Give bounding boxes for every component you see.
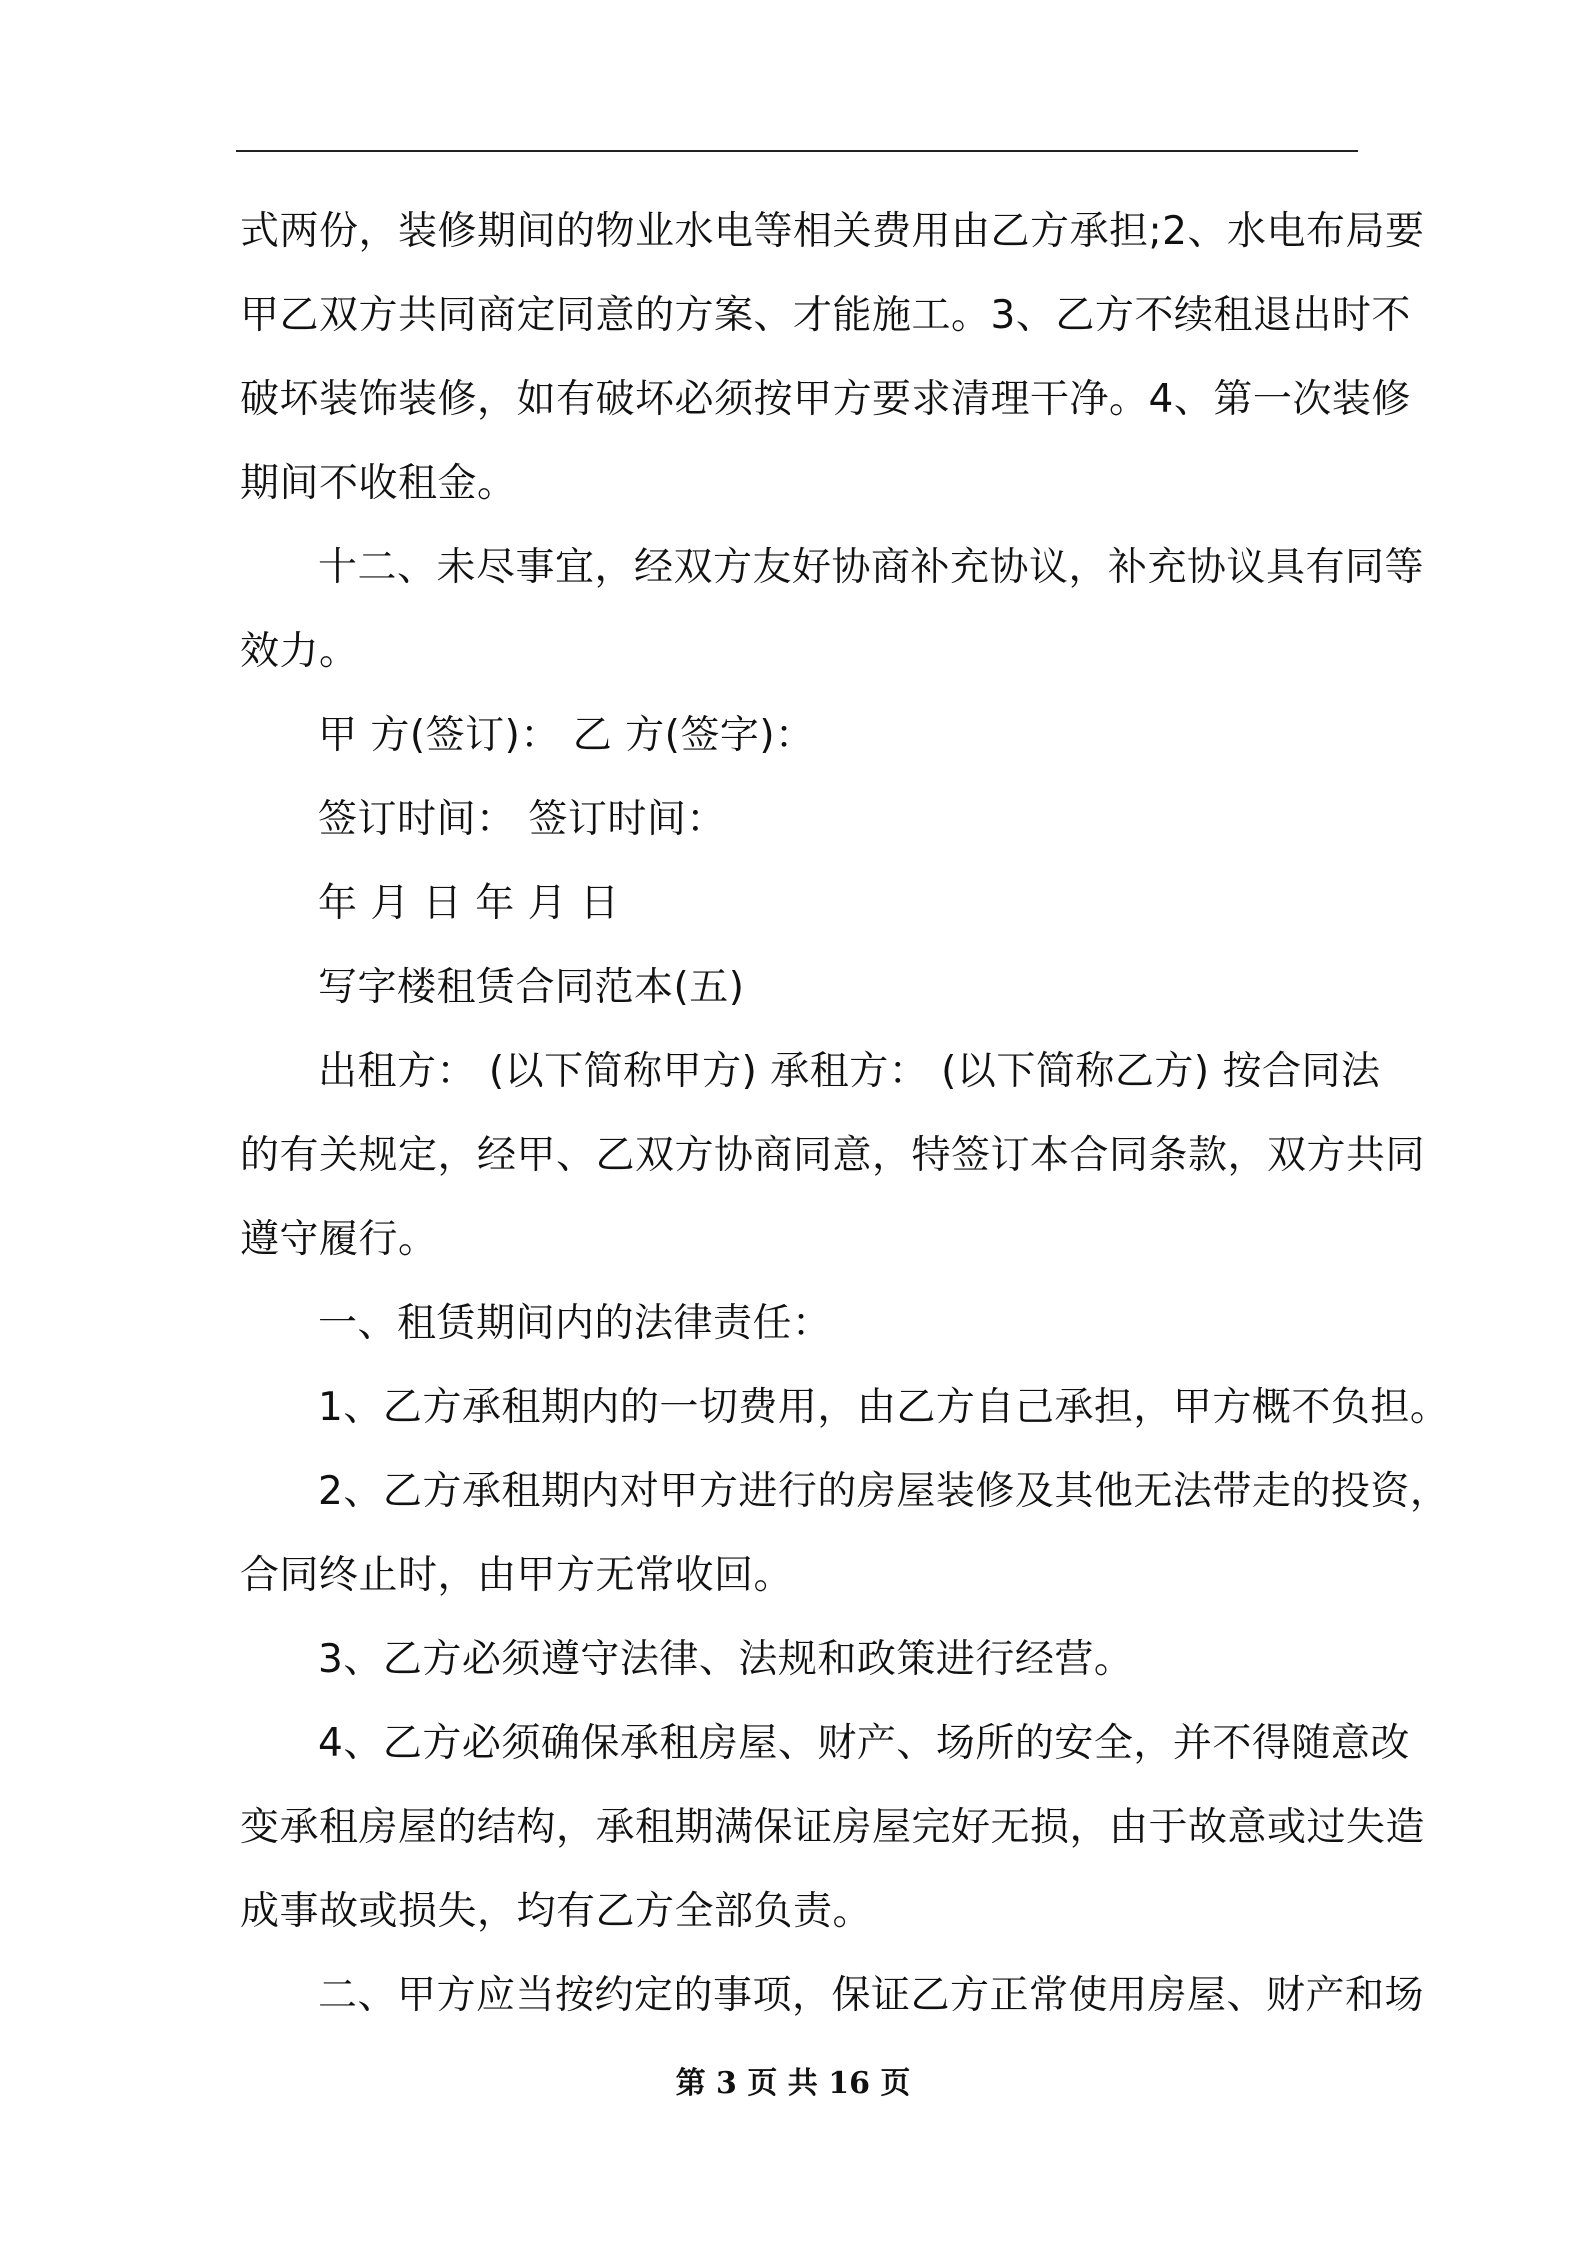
clause-heading: 二、甲方应当按约定的事项，保证乙方正常使用房屋、财产和场 xyxy=(318,1973,1425,2018)
text-line: 式两份，装修期间的物业水电等相关费用由乙方承担;2、水电布局要 xyxy=(240,209,1425,254)
signature-dates: 签订时间： 签订时间： xyxy=(318,797,726,842)
clause-item: 1、乙方承租期内的一切费用，由乙方自己承担，甲方概不负担。 xyxy=(318,1385,1450,1430)
text-line: 期间不收租金。 xyxy=(240,461,517,506)
text-line: 合同终止时，由甲方无常收回。 xyxy=(240,1553,794,1598)
section-title: 写字楼租赁合同范本(五) xyxy=(318,965,745,1010)
text-line: 的有关规定，经甲、乙双方协商同意，特签订本合同条款，双方共同 xyxy=(240,1133,1426,1178)
clause-item: 3、乙方必须遵守法律、法规和政策进行经营。 xyxy=(318,1637,1134,1682)
text-line: 遵守履行。 xyxy=(240,1217,438,1262)
signature-parties: 甲 方(签订)： 乙 方(签字)： xyxy=(318,713,815,758)
text-line: 成事故或损失，均有乙方全部负责。 xyxy=(240,1889,873,1934)
clause-item: 2、乙方承租期内对甲方进行的房屋装修及其他无法带走的投资， xyxy=(318,1469,1450,1514)
text-line: 效力。 xyxy=(240,629,359,674)
parties-line: 出租方： (以下简称甲方) 承租方： (以下简称乙方) 按合同法 xyxy=(318,1049,1381,1094)
clause-item: 4、乙方必须确保承租房屋、财产、场所的安全，并不得随意改 xyxy=(318,1721,1410,1766)
header-rule xyxy=(236,150,1358,152)
contract-body xyxy=(240,190,1450,2038)
text-line: 甲乙双方共同商定同意的方案、才能施工。3、乙方不续租退出时不 xyxy=(240,293,1411,338)
signature-ymd: 年 月 日 年 月 日 xyxy=(318,881,620,926)
text-line: 变承租房屋的结构，承租期满保证房屋完好无损，由于故意或过失造 xyxy=(240,1805,1426,1850)
page-number: 第 3 页 共 16 页 xyxy=(675,2066,911,2101)
clause-12-line: 十二、未尽事宜，经双方友好协商补充协议，补充协议具有同等 xyxy=(318,545,1425,590)
clause-heading: 一、租赁期间内的法律责任： xyxy=(318,1301,832,1346)
text-line: 破坏装饰装修，如有破坏必须按甲方要求清理干净。4、第一次装修 xyxy=(240,377,1411,422)
